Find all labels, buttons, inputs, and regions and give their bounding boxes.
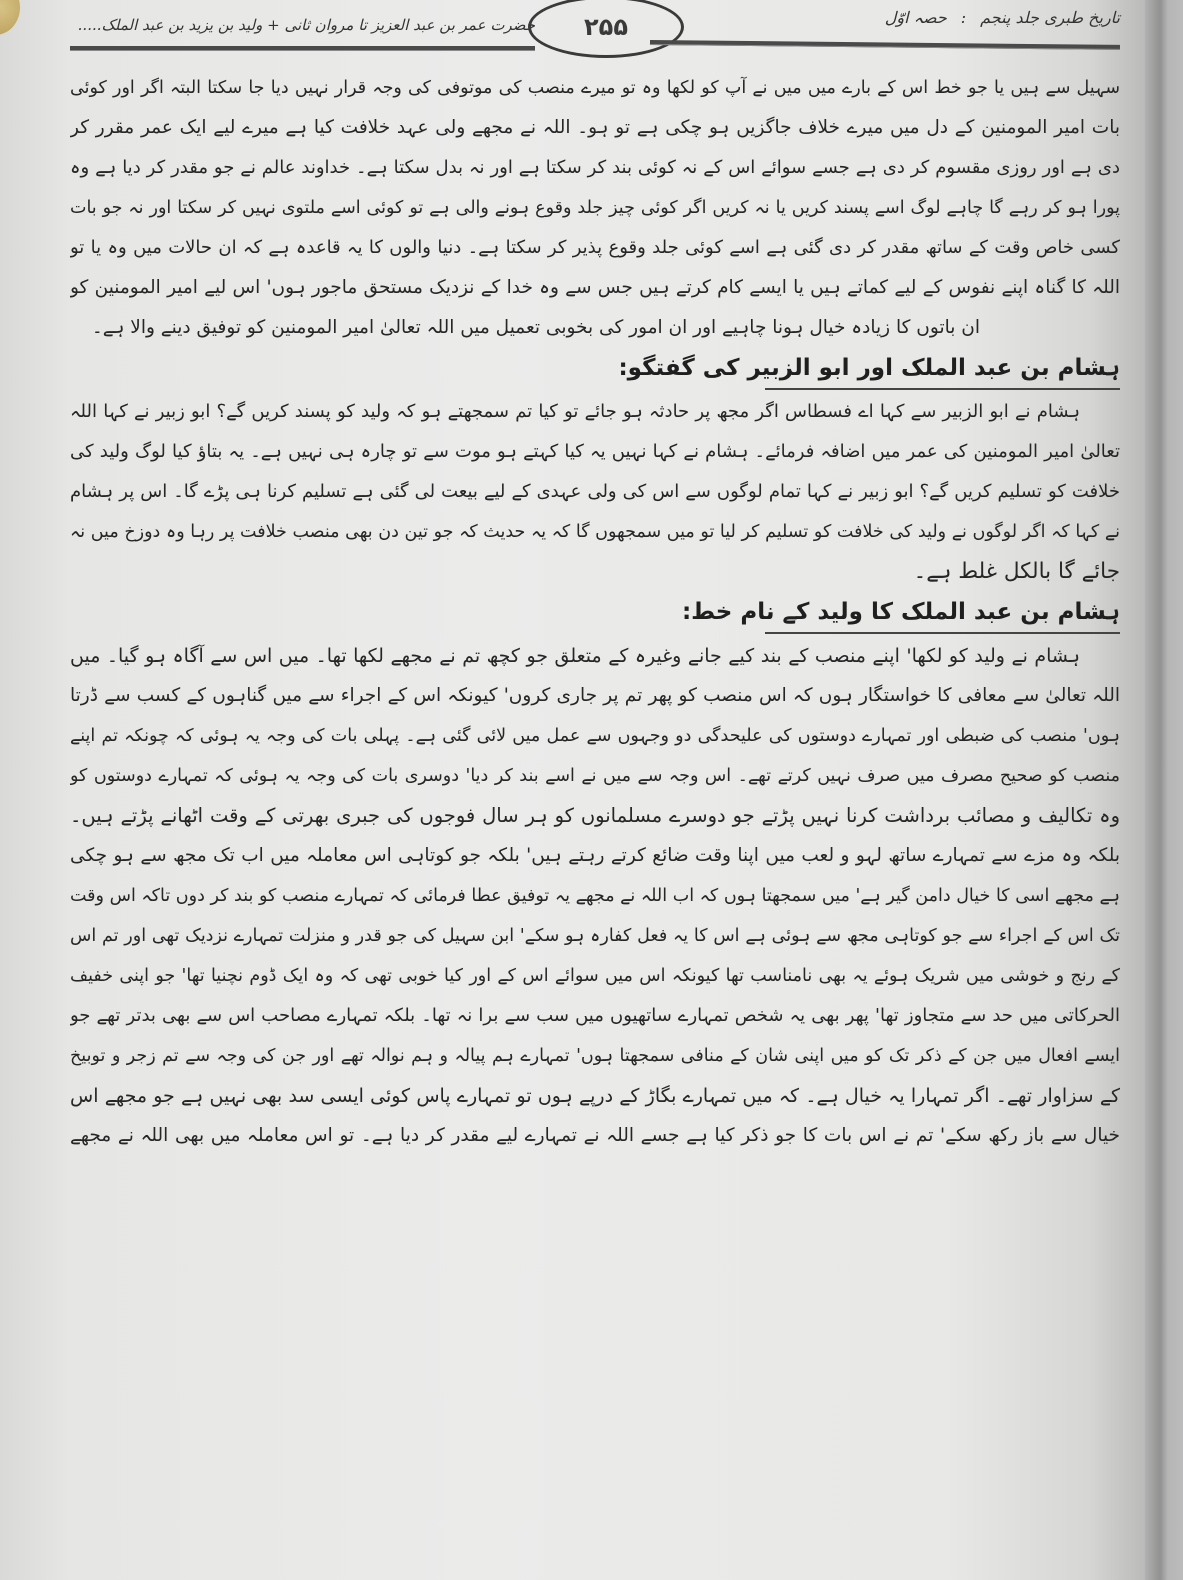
heading-underline xyxy=(765,388,1120,390)
text-line: تک اس کے اجراء سے جو کوتاہی مجھ سے ہوئی ہے اس کا یہ فعل کفارہ ہو سکے' ابن سہیل کی جو قدر و منزلت تمہارے نزدیک تھی اور تم اس xyxy=(70,926,1120,946)
text-line: کسی خاص وقت کے ساتھ مقدر کر دی گئی ہے اسے کوئی جلد وقوع پذیر کر سکتا ہے۔ دنیا والوں کا یہ قاعدہ ہے کہ ان حالات میں وہ یا تو xyxy=(70,237,1120,258)
book-part: حصہ اوّل xyxy=(884,8,947,27)
section-heading-2 xyxy=(70,594,1120,636)
paragraph-3 xyxy=(70,636,1120,1156)
running-header xyxy=(70,6,1120,58)
photo-thumb-edge xyxy=(0,0,20,35)
text-line: تعالیٰ امیر المومنین کی عمر میں اضافہ فرمائے۔ ہشام نے کہا نہیں یہ کیا کہتے ہو موت سے تو چارہ ہی نہیں ہے۔ یہ بتاؤ کیا لوگ ولید کی xyxy=(70,441,1120,462)
paragraph-2 xyxy=(70,392,1120,592)
text-line: بات امیر المومنین کے دل میں میرے خلاف جاگزیں ہو چکی ہے تو ہو۔ اللہ نے مجھے ولی عہد خلافت کیا ہے میرے لیے ایک عمر مقرر کر xyxy=(70,117,1120,138)
header-rule-right xyxy=(650,40,1120,50)
book-title-line xyxy=(660,8,1120,27)
text-line: ایسے افعال میں جن کے ذکر تک کو میں اپنی شان کے منافی سمجھتا ہوں' تمہارے ہم پیالہ و ہم نوالہ تھے اور جن کی وجہ سے تم زجر و توبیخ xyxy=(70,1046,1120,1066)
section-heading-text: ہشام بن عبد الملک اور ابو الزبیر کی گفتگو: xyxy=(618,355,1120,381)
text-line: دی ہے اور روزی مقسوم کر دی ہے جسے سوائے اس کے نہ کوئی بند کر سکتا ہے اور نہ بدل سکتا ہے۔ خداوند عالم نے جو مقدر کر دیا ہے وہ xyxy=(70,157,1120,178)
heading-underline xyxy=(765,632,1120,634)
paragraph-1 xyxy=(70,68,1120,348)
text-line: کے سزاوار تھے۔ اگر تمہارا یہ خیال ہے۔ کہ میں تمہارے بگاڑ کے درپے ہوں تو تمہارے پاس کوئی ایسی سد بھی نہیں ہے جو مجھے اس xyxy=(70,1085,1120,1107)
text-line: اللہ کا گناہ اپنے نفوس کے لیے کماتے ہیں یا ایسے کام کرتے ہیں جس سے وہ خدا کے نزدیک مستحق ماجور ہوں' اس لیے امیر المومنین کو xyxy=(70,277,1120,298)
page-number: ۲۵۵ xyxy=(528,0,684,58)
text-line: خیال سے باز رکھ سکے' تم نے اس بات کا جو ذکر کیا ہے جسے اللہ نے تمہارے لیے مقدر کر دیا ہے۔ تو اس معاملہ میں بھی اللہ نے مجھے xyxy=(70,1125,1120,1146)
section-heading-text: ہشام بن عبد الملک کا ولید کے نام خط: xyxy=(681,599,1120,625)
text-line: جائے گا بالکل غلط ہے۔ xyxy=(913,559,1120,584)
text-line: سہیل سے ہیں یا جو خط اس کے بارے میں میں نے آپ کو لکھا وہ تو میرے منصب کی موتوفی کی وجہ قرار نہیں دیا جا سکتا البتہ اگر اور کوئی xyxy=(70,78,1120,98)
text-line: منصب کو صحیح مصرف میں صرف نہیں کرتے تھے۔ اس وجہ سے میں نے اسے بند کر دیا' دوسری بات کی وجہ یہ ہوئی کہ تمہارے دوستوں کو xyxy=(70,766,1120,786)
book-title: تاریخ طبری جلد پنجم xyxy=(980,8,1120,27)
text-line: کے رنج و خوشی میں شریک ہوئے یہ بھی نامناسب تھا کیونکہ اس میں سوائے اس کے اور کیا خوبی تھی کہ وہ ایک ڈوم نچنیا تھا' جو اپنی خفیف xyxy=(70,966,1120,986)
text-line: ہشام نے ولید کو لکھا' اپنے منصب کے بند کیے جانے وغیرہ کے متعلق جو کچھ تم نے مجھے لکھا تھا۔ میں اس سے آگاہ ہو گیا۔ میں xyxy=(70,645,1080,667)
header-rule-left xyxy=(70,46,535,51)
text-line: الحرکاتی میں حد سے متجاوز تھا' پھر بھی یہ شخص تمہارے ساتھیوں میں سب سے برا نہ تھا۔ بلکہ تمہارے مصاحب اس سے بھی بدتر تھے جو xyxy=(70,1005,1120,1026)
text-line: ان باتوں کا زیادہ خیال ہونا چاہیے اور ان امور کی بخوبی تعمیل میں اللہ تعالیٰ امیر المومنین کو توفیق دینے والا ہے۔ xyxy=(91,317,980,338)
header-separator: : xyxy=(960,8,967,27)
section-heading-1 xyxy=(70,350,1120,392)
page-body xyxy=(70,68,1120,1156)
text-line: ہوں' منصب کی ضبطی اور تمہارے دوستوں کی علیحدگی دو وجہوں سے عمل میں لائی گئی ہے۔ پہلی بات کی وجہ یہ ہوئی کہ چونکہ تم اپنے xyxy=(70,726,1120,746)
text-line: وہ تکالیف و مصائب برداشت کرنا نہیں پڑتے جو دوسرے مسلمانوں کو ہر سال فوجوں کی جبری بھرتی کے وقت اٹھانے پڑتے ہیں۔ xyxy=(70,804,1120,827)
text-line: اللہ تعالیٰ سے معافی کا خواستگار ہوں کہ اس منصب کو پھر تم پر جاری کروں' کیونکہ اس کے اجراء سے میں گناہوں کے کسب سے ڈرتا xyxy=(70,685,1120,706)
chapter-title: حضرت عمر بن عبد العزیز تا مروان ثانی + ولید بن یزید بن عبد الملک..... xyxy=(77,16,535,34)
text-line: ہشام نے ابو الزبیر سے کہا اے فسطاس اگر مجھ پر حادثہ ہو جائے تو کیا تم سمجھتے ہو کہ ولید کو پسند کریں گے؟ ابو زبیر نے کہا اللہ xyxy=(70,401,1080,422)
text-line: خلافت کو تسلیم کریں گے؟ ابو زبیر نے کہا تمام لوگوں سے اس کی ولی عہدی کے لیے بیعت لی گئی ہے تسلیم کرنا ہی پڑے گا۔ اس پر ہشام xyxy=(70,481,1120,502)
text-line: ہے مجھے اسی کا خیال دامن گیر ہے' میں سمجھتا ہوں کہ اب اللہ نے مجھے یہ توفیق عطا فرمائی کہ تمہارے منصب کو بند کر دوں تاکہ اس وقت xyxy=(70,886,1120,906)
text-line: بلکہ وہ مزے سے تمہارے ساتھ لہو و لعب میں اپنا وقت ضائع کرتے رہتے ہیں' بلکہ جو کوتاہی اس معاملہ میں اب تک مجھ سے ہو چکی xyxy=(70,845,1120,866)
text-line: پورا ہو کر رہے گا چاہے لوگ اسے پسند کریں یا نہ کریں اگر کوئی چیز جلد وقوع ہونے والی ہے تو کوئی اسے ملتوی نہیں کر سکتا اور نہ جو بات xyxy=(70,198,1120,218)
page-edge-shadow xyxy=(1145,0,1183,1580)
text-line: نے کہا کہ اگر لوگوں نے ولید کی خلافت کو تسلیم کر لیا تو میں سمجھوں گا کہ یہ حدیث کہ جو تین دن بھی منصب خلافت پر رہا وہ دوزخ میں نہ xyxy=(70,522,1120,542)
